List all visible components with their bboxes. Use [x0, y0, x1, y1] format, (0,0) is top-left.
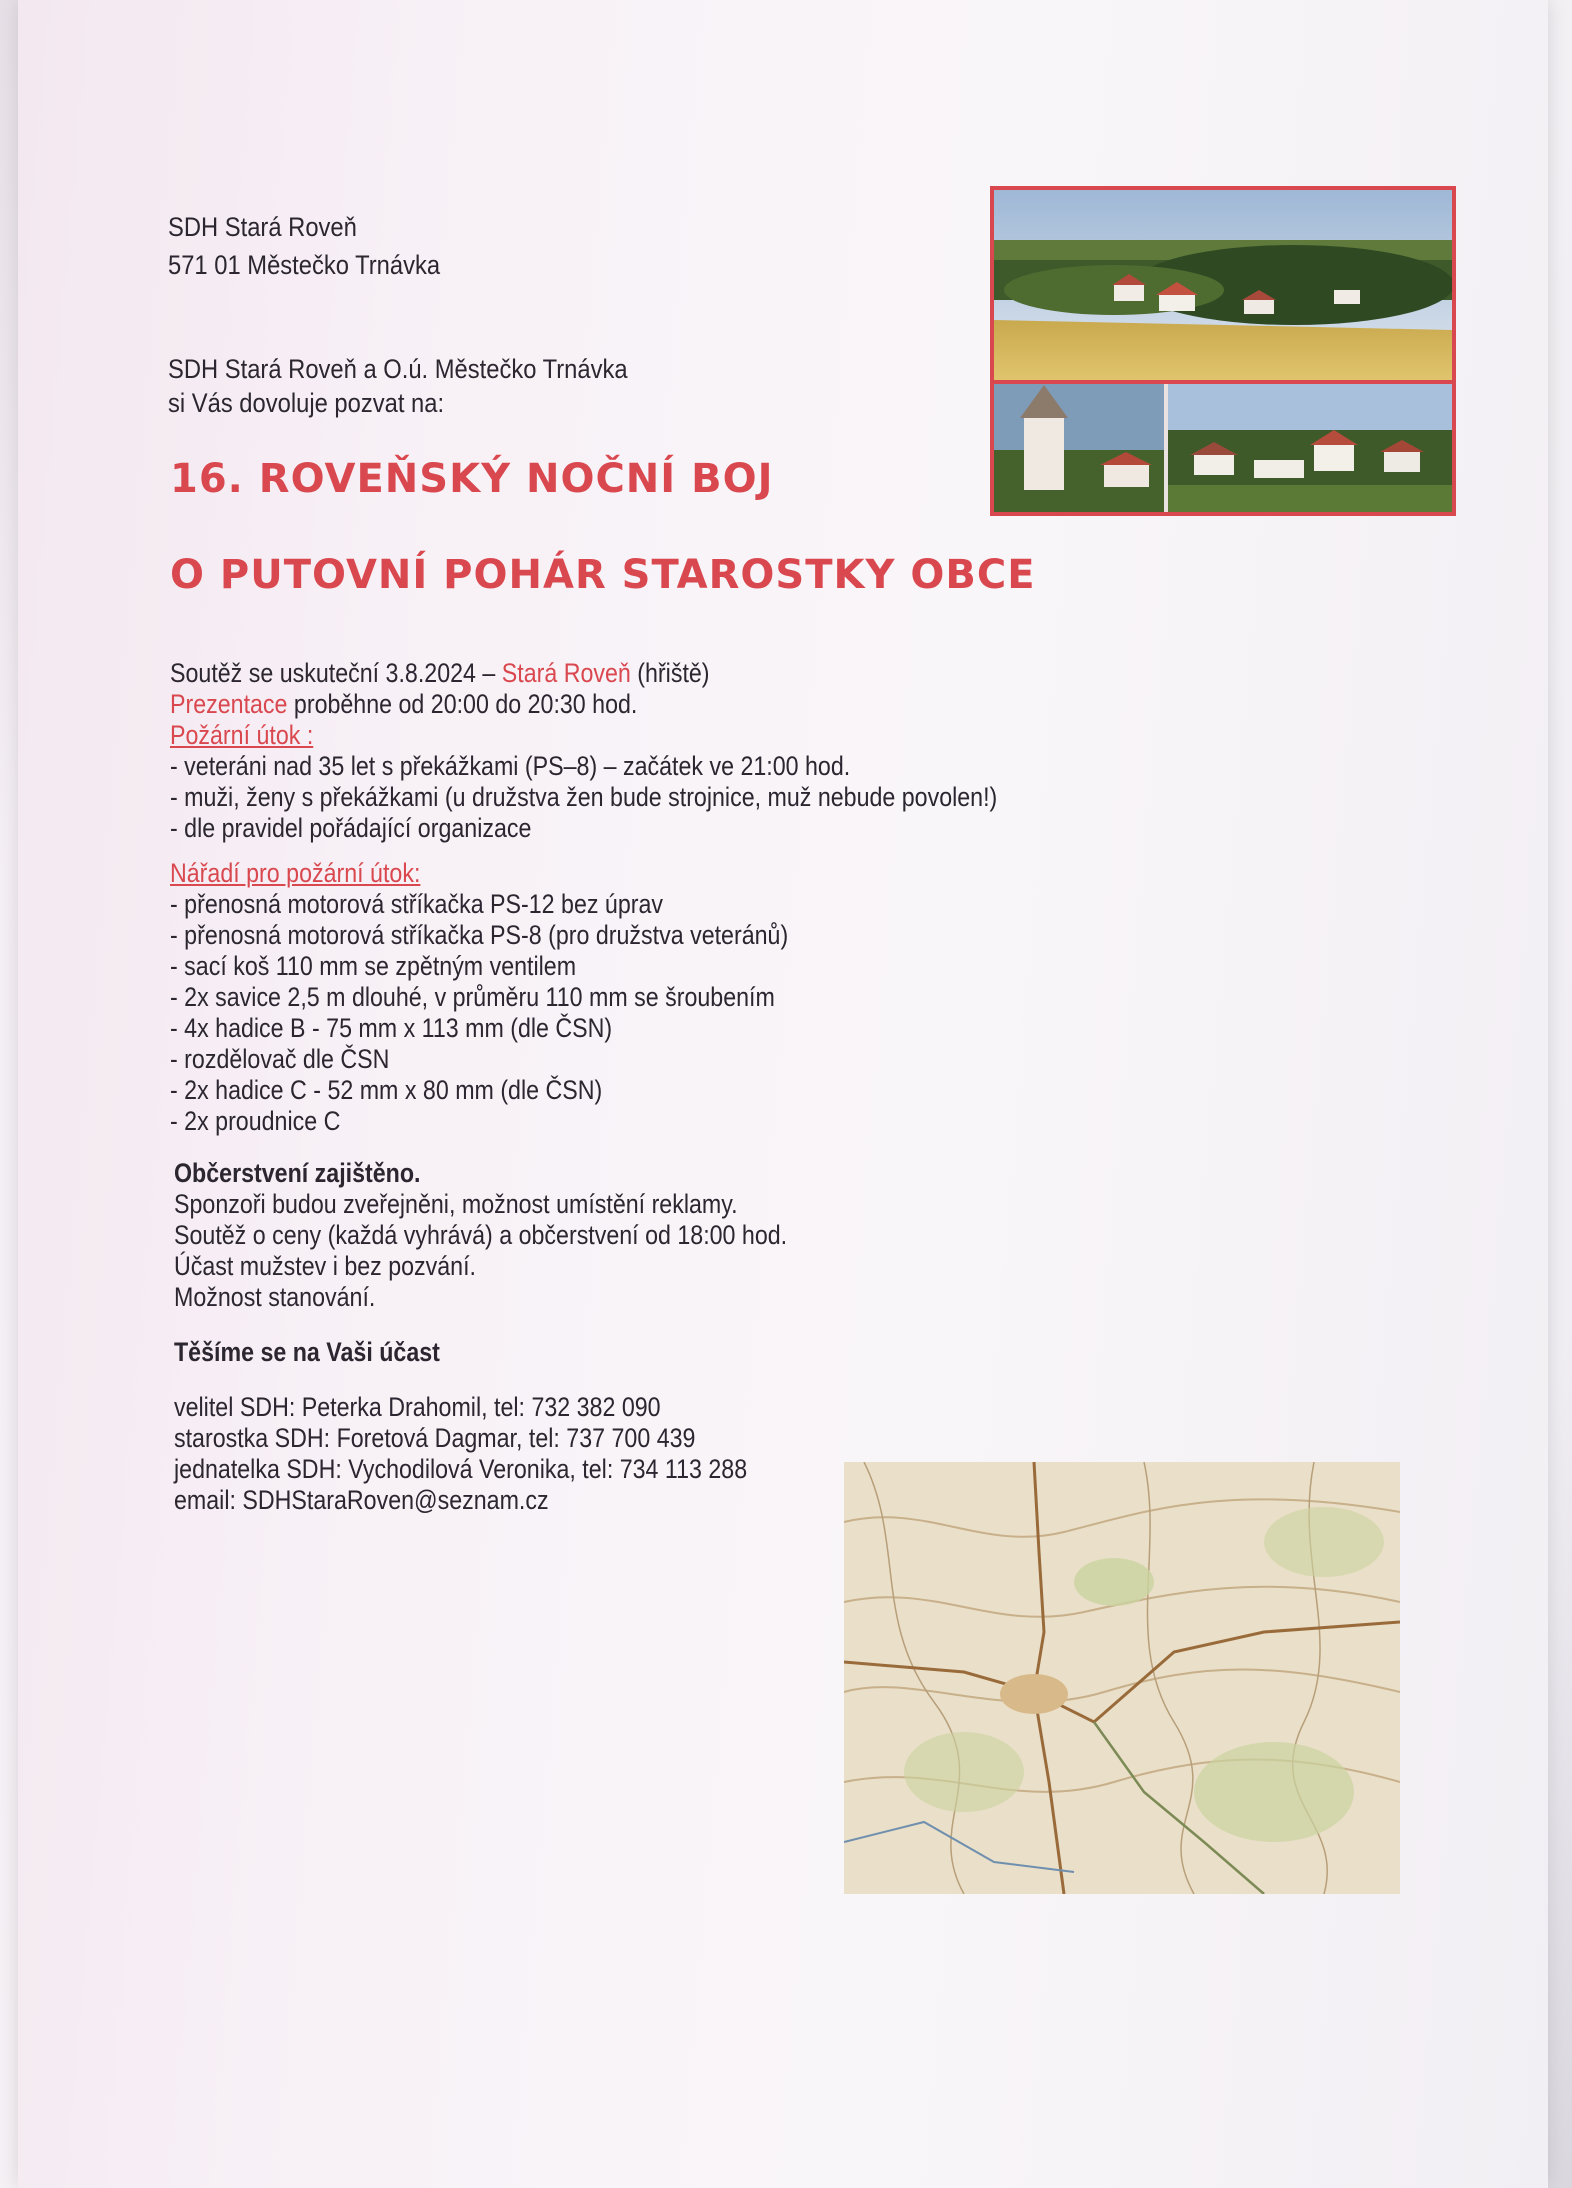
document-sheet [18, 0, 1548, 2188]
fire-attack-item: - dle pravidel pořádající organizace [170, 813, 532, 843]
fire-attack-item: - veteráni nad 35 let s překážkami (PS–8) – začátek ve 21:00 hod. [170, 751, 851, 781]
info-line: Sponzoři budou zveřejněni, možnost umístění reklamy. [174, 1189, 738, 1219]
village-photo-image [994, 190, 1452, 512]
equipment-item: - přenosná motorová stříkačka PS-12 bez úprav [170, 889, 664, 919]
info-line: Soutěž o ceny (každá vyhrává) a občerstvení od 18:00 hod. [174, 1220, 788, 1250]
equipment-item: - 4x hadice B - 75 mm x 113 mm (dle ČSN) [170, 1013, 613, 1043]
sender-name: SDH Stará Roveň [168, 212, 357, 242]
additional-info [174, 1158, 787, 1368]
contact-list [174, 1392, 747, 1516]
invitation-line-1: SDH Stará Roveň a O.ú. Městečko Trnávka [168, 354, 628, 384]
event-venue: (hřiště) [630, 658, 710, 688]
invitation-text [168, 352, 628, 420]
contact-email: email: SDHStaraRoven@seznam.cz [174, 1485, 549, 1515]
info-line: Možnost stanování. [174, 1282, 376, 1312]
presentation-time: proběhne od 20:00 do 20:30 hod. [287, 689, 638, 719]
info-line: Účast mužstev i bez pozvání. [174, 1251, 476, 1281]
equipment-item: - přenosná motorová stříkačka PS-8 (pro družstva veteránů) [170, 920, 789, 950]
sender-address [168, 208, 440, 284]
event-details [170, 658, 997, 1137]
fire-attack-item: - muži, ženy s překážkami (u družstva žen bude strojnice, muž nebude povolen!) [170, 782, 998, 812]
event-date-line [170, 658, 997, 689]
area-map [844, 1462, 1400, 1894]
contact-mayor: starostka SDH: Foretová Dagmar, tel: 737 700 439 [174, 1423, 696, 1453]
fire-attack-heading: Požární útok : [170, 720, 314, 750]
closing-line: Těšíme se na Vaši účast [174, 1337, 440, 1367]
contact-secretary: jednatelka SDH: Vychodilová Veronika, tel: 734 113 288 [174, 1454, 748, 1484]
equipment-item: - rozdělovač dle ČSN [170, 1044, 390, 1074]
presentation-label: Prezentace [170, 689, 288, 719]
refreshment-note: Občerstvení zajištěno. [174, 1158, 421, 1188]
invitation-line-2: si Vás dovoluje pozvat na: [168, 388, 445, 418]
equipment-item: - 2x savice 2,5 m dlouhé, v průměru 110 mm se šroubením [170, 982, 775, 1012]
equipment-item: - 2x hadice C - 52 mm x 80 mm (dle ČSN) [170, 1075, 603, 1105]
equipment-item: - sací koš 110 mm se zpětným ventilem [170, 951, 577, 981]
village-photo [990, 186, 1456, 516]
contact-commander: velitel SDH: Peterka Drahomil, tel: 732 382 090 [174, 1392, 661, 1422]
equipment-heading: Nářadí pro požární útok: [170, 858, 421, 888]
event-place: Stará Roveň [501, 658, 631, 688]
event-date: Soutěž se uskuteční 3.8.2024 – [170, 658, 502, 688]
event-subtitle: O PUTOVNÍ POHÁR STAROSTKY OBCE [170, 552, 1036, 598]
event-title: 16. ROVEŇSKÝ NOČNÍ BOJ [170, 456, 774, 502]
presentation-line [170, 689, 997, 720]
sender-city: 571 01 Městečko Trnávka [168, 250, 441, 280]
equipment-item: - 2x proudnice C [170, 1106, 341, 1136]
area-map-image [844, 1462, 1400, 1894]
